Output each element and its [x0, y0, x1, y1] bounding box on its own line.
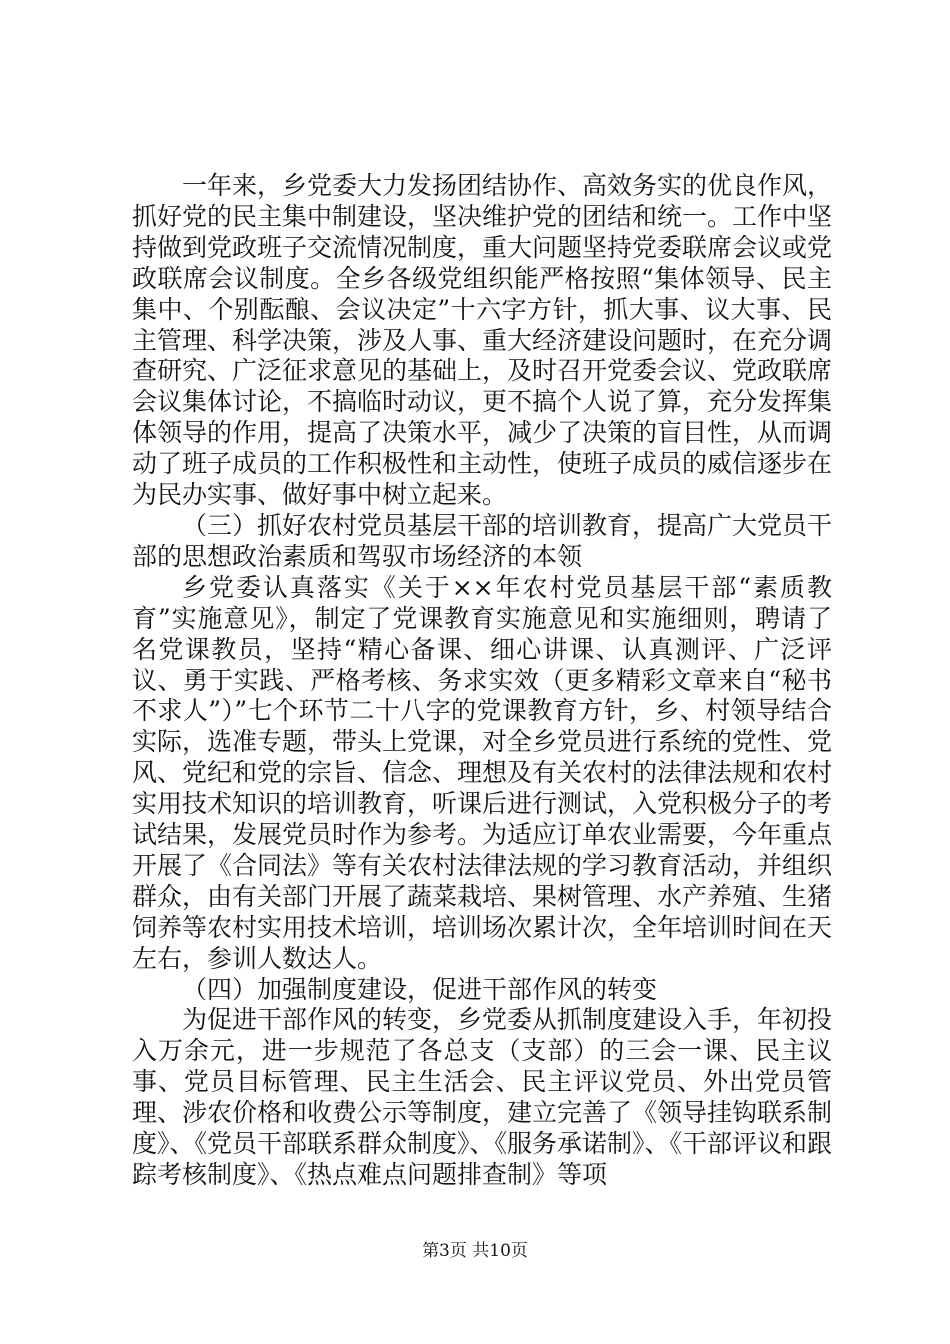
page-footer: 第3页 共10页	[422, 1241, 528, 1261]
section-heading: （三）抓好农村党员基层干部的培训教育，提高广大党员干部的思想政治素质和驾驭市场经济的本领	[132, 510, 833, 571]
paragraph: 为促进干部作风的转变，乡党委从抓制度建设入手，年初投入万余元，进一步规范了各总支（支部）的三会一课、民主议事、党员目标管理、民主生活会、民主评议党员、外出党员管理、涉农价格和收费公示等制度，建立完善了《领导挂钩联系制度》、《党员干部联系群众制度》、《服务承诺制》、《干部评议和跟踪考核制度》、《热点难点问题排查制》等项	[132, 1005, 833, 1189]
paragraph: 一年来，乡党委大力发扬团结协作、高效务实的优良作风，抓好党的民主集中制建设，坚决维护党的团结和统一。工作中坚持做到党政班子交流情况制度，重大问题坚持党委联席会议或党政联席会议制度。全乡各级党组织能严格按照“集体领导、民主集中、个别酝酿、会议决定”十六字方针，抓大事、议大事、民主管理、科学决策，涉及人事、重大经济建设问题时，在充分调查研究、广泛征求意见的基础上，及时召开党委会议、党政联席会议集体讨论，不搞临时动议，更不搞个人说了算，充分发挥集体领导的作用，提高了决策水平，减少了决策的盲目性，从而调动了班子成员的工作积极性和主动性，使班子成员的威信逐步在为民办实事、做好事中树立起来。	[132, 171, 833, 510]
document-body	[132, 171, 832, 1191]
paragraph: 乡党委认真落实《关于××年农村党员基层干部“素质教育”实施意见》，制定了党课教育实施意见和实施细则，聘请了名党课教员，坚持“精心备课、细心讲课、认真测评、广泛评议、勇于实践、严格考核、务求实效（更多精彩文章来自“秘书不求人”）”七个环节二十八字的党课教育方针，乡、村领导结合实际，选准专题，带头上党课，对全乡党员进行系统的党性、党风、党纪和党的宗旨、信念、理想及有关农村的法律法规和农村实用技术知识的培训教育，听课后进行测试，入党积极分子的考试结果，发展党员时作为参考。为适应订单农业需要，今年重点开展了《合同法》等有关农村法律法规的学习教育活动，并组织群众，由有关部门开展了蔬菜栽培、果树管理、水产养殖、生猪饲养等农村实用技术培训，培训场次累计次，全年培训时间在天左右，参训人数达人。	[132, 572, 833, 973]
section-heading: （四）加强制度建设，促进干部作风的转变	[182, 974, 658, 1004]
